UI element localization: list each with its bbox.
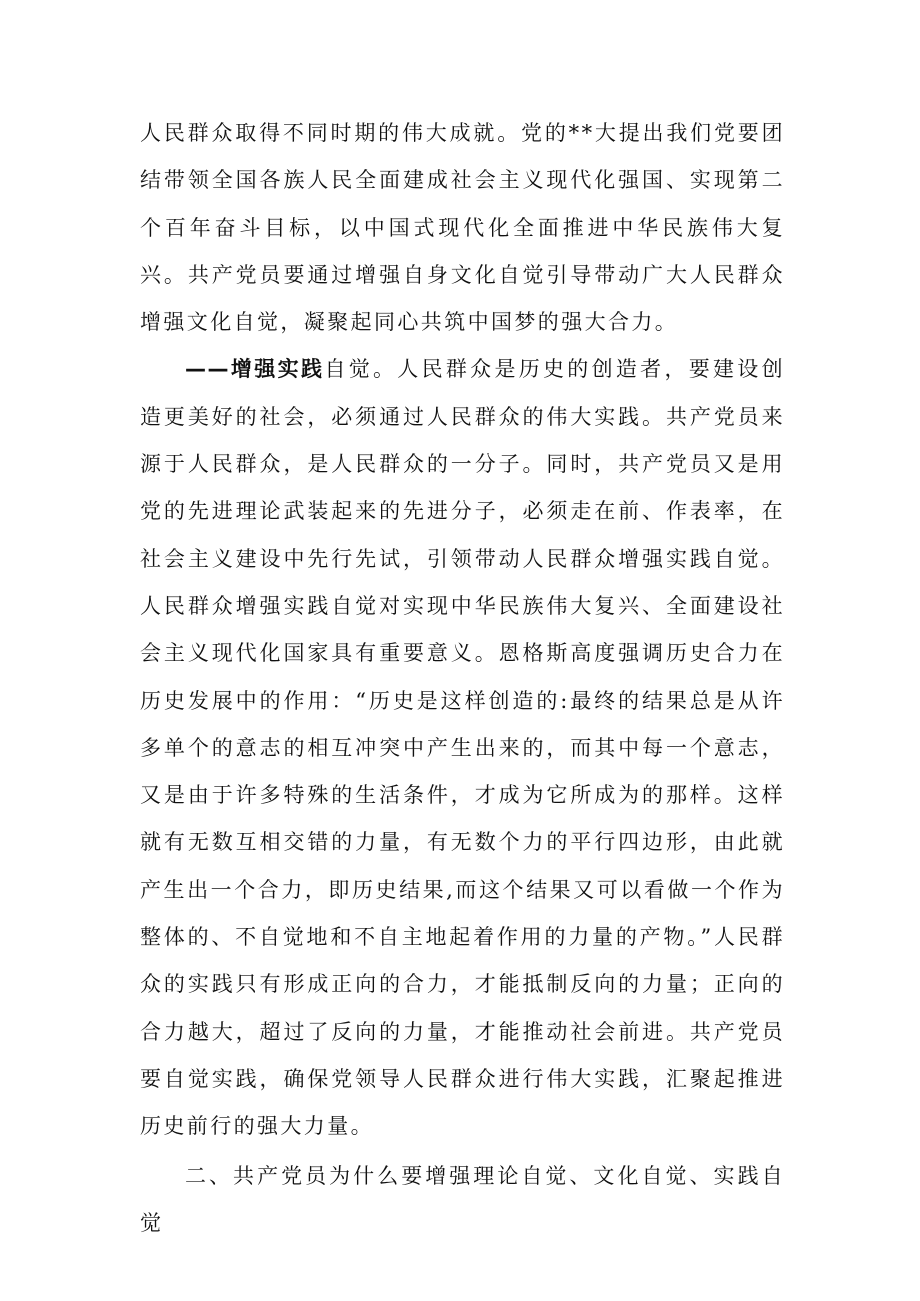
- practice-awareness-body: 自觉。人民群众是历史的创造者，要建设创造更美好的社会，必须通过人民群众的伟大实践。共产党员来源于人民群众，是人民群众的一分子。同时，共产党员又是用党的先进理论武装起来的先进分子，必须走在前、作表率，在社会主义建设中先行先试，引领带动人民群众增强实践自觉。人民群众增强实践自觉对实现中华民族伟大复兴、全面建设社会主义现代化国家具有重要意义。恩格斯高度强调历史合力在历史发展中的作用：“历史是这样创造的:最终的结果总是从许多单个的意志的相互冲突中产生出来的，而其中每一个意志，又是由于许多特殊的生活条件，才成为它所成为的那样。这样就有无数互相交错的力量，有无数个力的平行四边形，由此就产生出一个合力，即历史结果,而这个结果又可以看做一个作为整体的、不自觉地和不自主地起着作用的力量的产物。”人民群众的实践只有形成正向的合力，才能抵制反向的力量；正向的合力越大，超过了反向的力量，才能推动社会前进。共产党员要自觉实践，确保党领导人民群众进行伟大实践，汇聚起推进历史前行的强大力量。: [140, 357, 785, 1139]
- paragraph-practice-awareness: [140, 346, 785, 1150]
- paragraph-culture-conclusion: 人民群众取得不同时期的伟大成就。党的**大提出我们党要团结带领全国各族人民全面建成社会主义现代化强国、实现第二个百年奋斗目标，以中国式现代化全面推进中华民族伟大复兴。共产党员要通过增强自身文化自觉引导带动广大人民群众增强文化自觉，凝聚起同心共筑中国梦的强大合力。: [140, 121, 785, 335]
- section-heading: 二、共产党员为什么要增强理论自觉、文化自觉、实践自觉: [140, 1163, 785, 1235]
- practice-awareness-lead: ——增强实践: [185, 357, 325, 382]
- document-body: [140, 110, 785, 1247]
